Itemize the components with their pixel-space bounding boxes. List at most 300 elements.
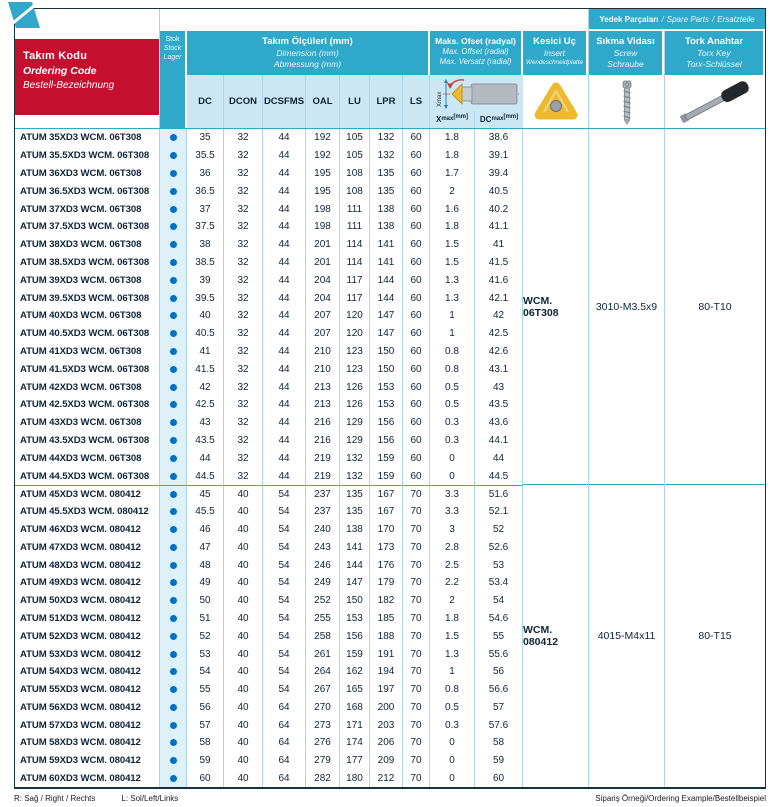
row-value: 0 xyxy=(430,449,475,467)
stock-cell xyxy=(160,556,187,574)
row-value: 204 xyxy=(306,289,340,307)
row-value: 54 xyxy=(263,538,306,556)
row-value: 44 xyxy=(263,289,306,307)
row-value: 210 xyxy=(306,343,340,361)
xmax-unit: [mm] xyxy=(453,114,469,121)
table-row xyxy=(15,271,523,289)
dcmax-subscript: max xyxy=(491,116,504,123)
row-code: ATUM 35.5XD3 WCM. 06T308 xyxy=(15,147,160,165)
row-value: 44 xyxy=(263,449,306,467)
row-value: 185 xyxy=(370,610,403,628)
row-value: 108 xyxy=(340,165,370,183)
row-value: 32 xyxy=(224,147,263,165)
row-value: 39.5 xyxy=(187,289,224,307)
row-value: 43 xyxy=(187,414,224,432)
row-value: 44 xyxy=(263,165,306,183)
row-value: 213 xyxy=(306,396,340,414)
row-value: 264 xyxy=(306,663,340,681)
footer-right-hand-label: R: Sağ / Right / Rechts xyxy=(14,794,96,803)
row-value: 70 xyxy=(403,663,430,681)
row-value: 105 xyxy=(340,147,370,165)
table-row xyxy=(15,396,523,414)
row-value: 0.5 xyxy=(430,396,475,414)
stock-cell xyxy=(160,538,187,556)
row-value: 159 xyxy=(340,645,370,663)
table-row xyxy=(15,681,523,699)
stock-dot xyxy=(170,366,177,373)
table-row xyxy=(15,360,523,378)
spare-separator: / xyxy=(712,14,715,24)
column-header-lpr: LPR xyxy=(370,75,403,128)
row-value: 64 xyxy=(263,734,306,752)
row-value: 41.6 xyxy=(475,271,523,289)
row-value: 129 xyxy=(340,414,370,432)
row-value: 59 xyxy=(187,752,224,770)
row-value: 32 xyxy=(224,254,263,272)
row-value: 3.3 xyxy=(430,485,475,503)
row-value: 276 xyxy=(306,734,340,752)
row-value: 44 xyxy=(263,467,306,485)
offset-column-labels xyxy=(430,111,523,128)
stock-dot xyxy=(170,597,177,604)
row-value: 38.6 xyxy=(475,129,523,147)
stock-cell xyxy=(160,627,187,645)
torx-column xyxy=(665,129,765,787)
row-value: 60 xyxy=(403,254,430,272)
torx-value-group2: 80-T15 xyxy=(665,484,765,787)
table-row xyxy=(15,218,523,236)
stock-label-tr: Stok xyxy=(165,36,180,43)
row-value: 39.4 xyxy=(475,165,523,183)
row-code: ATUM 58XD3 WCM. 080412 xyxy=(15,734,160,752)
stock-dot xyxy=(170,206,177,213)
row-value: 147 xyxy=(370,307,403,325)
table-row xyxy=(15,467,523,485)
row-value: 54 xyxy=(263,574,306,592)
stock-cell xyxy=(160,467,187,485)
stock-dot xyxy=(170,686,177,693)
row-value: 44.5 xyxy=(475,467,523,485)
row-value: 32 xyxy=(224,182,263,200)
row-code: ATUM 47XD3 WCM. 080412 xyxy=(15,538,160,556)
row-value: 0.5 xyxy=(430,699,475,717)
row-value: 40 xyxy=(224,716,263,734)
row-value: 188 xyxy=(370,627,403,645)
insert-value-group1: WCM. 06T308 xyxy=(523,294,559,319)
stock-cell xyxy=(160,503,187,521)
row-value: 44 xyxy=(475,449,523,467)
row-value: 135 xyxy=(370,182,403,200)
stock-dot xyxy=(170,775,177,782)
stock-cell xyxy=(160,716,187,734)
row-value: 40.5 xyxy=(187,325,224,343)
footer-ordering-example: Sipariş Örneği/Ordering Example/Bestellbeispiel xyxy=(595,794,766,803)
spare-parts-band xyxy=(589,9,765,29)
stock-cell xyxy=(160,165,187,183)
row-value: 56 xyxy=(187,699,224,717)
row-value: 41 xyxy=(187,343,224,361)
row-value: 132 xyxy=(340,449,370,467)
row-value: 237 xyxy=(306,503,340,521)
row-value: 138 xyxy=(340,521,370,539)
offset-label-de: Max. Versatz (radial) xyxy=(439,57,512,66)
row-code: ATUM 46XD3 WCM. 080412 xyxy=(15,521,160,539)
row-value: 54 xyxy=(263,592,306,610)
table-row xyxy=(15,627,523,645)
row-code: ATUM 51XD3 WCM. 080412 xyxy=(15,610,160,628)
row-value: 261 xyxy=(306,645,340,663)
rows xyxy=(15,129,523,787)
row-value: 252 xyxy=(306,592,340,610)
stock-cell xyxy=(160,752,187,770)
row-value: 191 xyxy=(370,645,403,663)
table-row xyxy=(15,734,523,752)
row-code: ATUM 53XD3 WCM. 080412 xyxy=(15,645,160,663)
stock-cell xyxy=(160,325,187,343)
diagram-xmax-label: Xmax xyxy=(436,91,443,107)
row-value: 198 xyxy=(306,218,340,236)
row-value: 179 xyxy=(370,574,403,592)
row-value: 105 xyxy=(340,129,370,147)
row-value: 40.2 xyxy=(475,200,523,218)
corner-ribbon-icon xyxy=(6,2,42,30)
row-value: 45 xyxy=(187,485,224,503)
stock-label-en: Stock xyxy=(163,45,182,52)
row-code: ATUM 48XD3 WCM. 080412 xyxy=(15,556,160,574)
offset-label-en: Max. Offset (radial) xyxy=(442,47,509,56)
table-row xyxy=(15,254,523,272)
row-value: 32 xyxy=(224,467,263,485)
row-value: 147 xyxy=(340,574,370,592)
row-value: 210 xyxy=(306,360,340,378)
dimensions-header xyxy=(187,9,430,128)
row-value: 0.8 xyxy=(430,360,475,378)
torx-value-group1: 80-T10 xyxy=(698,300,732,313)
row-value: 47 xyxy=(187,538,224,556)
row-value: 117 xyxy=(340,271,370,289)
row-code: ATUM 45XD3 WCM. 080412 xyxy=(15,485,160,503)
row-value: 126 xyxy=(340,396,370,414)
row-value: 64 xyxy=(263,752,306,770)
row-value: 42.6 xyxy=(475,343,523,361)
row-value: 201 xyxy=(306,236,340,254)
row-value: 141 xyxy=(340,538,370,556)
row-value: 144 xyxy=(370,289,403,307)
row-value: 126 xyxy=(340,378,370,396)
row-code: ATUM 38.5XD3 WCM. 06T308 xyxy=(15,254,160,272)
row-value: 150 xyxy=(370,343,403,361)
insert-image-area xyxy=(523,75,588,128)
table-row xyxy=(15,699,523,717)
row-value: 32 xyxy=(224,236,263,254)
row-value: 60 xyxy=(403,129,430,147)
stock-cell xyxy=(160,485,187,503)
row-value: 44 xyxy=(187,449,224,467)
row-value: 64 xyxy=(263,699,306,717)
row-code: ATUM 49XD3 WCM. 080412 xyxy=(15,574,160,592)
ordering-code-label-tr: Takım Kodu xyxy=(23,50,88,62)
torx-label-tr: Tork Anahtar xyxy=(684,36,744,47)
row-code: ATUM 54XD3 WCM. 080412 xyxy=(15,663,160,681)
row-code: ATUM 43XD3 WCM. 06T308 xyxy=(15,414,160,432)
row-value: 60 xyxy=(403,200,430,218)
row-value: 249 xyxy=(306,574,340,592)
table-row xyxy=(15,307,523,325)
row-value: 153 xyxy=(370,396,403,414)
row-value: 1.6 xyxy=(430,200,475,218)
row-value: 60 xyxy=(403,147,430,165)
row-value: 54 xyxy=(263,556,306,574)
row-value: 44 xyxy=(263,254,306,272)
row-value: 54 xyxy=(263,663,306,681)
row-value: 41.1 xyxy=(475,218,523,236)
stock-cell xyxy=(160,378,187,396)
row-value: 55 xyxy=(187,681,224,699)
table-row xyxy=(15,449,523,467)
row-value: 51.6 xyxy=(475,485,523,503)
screw-header xyxy=(589,31,665,128)
row-value: 43.1 xyxy=(475,360,523,378)
row-value: 197 xyxy=(370,681,403,699)
row-value: 1.7 xyxy=(430,165,475,183)
row-code: ATUM 41.5XD3 WCM. 06T308 xyxy=(15,360,160,378)
row-value: 1.5 xyxy=(430,254,475,272)
row-value: 40 xyxy=(224,752,263,770)
row-value: 207 xyxy=(306,325,340,343)
row-value: 0 xyxy=(430,467,475,485)
row-value: 120 xyxy=(340,325,370,343)
screw-value-group2: 4015-M4x11 xyxy=(589,484,664,787)
stock-cell xyxy=(160,663,187,681)
row-value: 58 xyxy=(475,734,523,752)
xmax-symbol: X xyxy=(435,114,442,124)
row-value: 32 xyxy=(224,343,263,361)
stock-cell xyxy=(160,645,187,663)
column-header-dcsfms: DCSFMS xyxy=(263,75,306,128)
stock-cell xyxy=(160,592,187,610)
row-value: 43.5 xyxy=(187,432,224,450)
row-value: 167 xyxy=(370,503,403,521)
row-value: 60 xyxy=(403,236,430,254)
row-value: 141 xyxy=(370,236,403,254)
row-value: 60 xyxy=(403,182,430,200)
product-table xyxy=(14,8,766,789)
row-value: 111 xyxy=(340,218,370,236)
row-value: 57 xyxy=(475,699,523,717)
row-value: 138 xyxy=(370,218,403,236)
row-value: 173 xyxy=(370,538,403,556)
row-value: 60 xyxy=(403,467,430,485)
row-value: 201 xyxy=(306,254,340,272)
screw-label-de: Schraube xyxy=(607,59,644,69)
table-row xyxy=(15,289,523,307)
dimension-columns xyxy=(187,75,430,128)
table-row xyxy=(15,716,523,734)
row-value: 165 xyxy=(340,681,370,699)
row-value: 270 xyxy=(306,699,340,717)
row-value: 44 xyxy=(263,200,306,218)
row-value: 159 xyxy=(370,467,403,485)
row-value: 64 xyxy=(263,770,306,788)
stock-dot xyxy=(170,401,177,408)
row-value: 42 xyxy=(187,378,224,396)
row-value: 1.8 xyxy=(430,218,475,236)
stock-cell xyxy=(160,254,187,272)
row-value: 32 xyxy=(224,218,263,236)
row-value: 55 xyxy=(475,627,523,645)
row-value: 0.8 xyxy=(430,343,475,361)
row-value: 60 xyxy=(403,414,430,432)
row-value: 273 xyxy=(306,716,340,734)
row-value: 40 xyxy=(224,699,263,717)
row-value: 32 xyxy=(224,449,263,467)
stock-dot xyxy=(170,544,177,551)
row-value: 35 xyxy=(187,129,224,147)
row-code: ATUM 37XD3 WCM. 06T308 xyxy=(15,200,160,218)
row-value: 1.5 xyxy=(430,627,475,645)
row-value: 0 xyxy=(430,770,475,788)
row-value: 41 xyxy=(475,236,523,254)
torx-label-de: Torx-Schlüssel xyxy=(686,59,742,69)
stock-dot xyxy=(170,668,177,675)
row-value: 70 xyxy=(403,681,430,699)
row-value: 162 xyxy=(340,663,370,681)
row-value: 70 xyxy=(403,734,430,752)
row-value: 32 xyxy=(224,165,263,183)
table-row xyxy=(15,592,523,610)
row-value: 57.6 xyxy=(475,716,523,734)
offset-subheader xyxy=(430,75,523,128)
row-value: 39.1 xyxy=(475,147,523,165)
row-value: 40.5 xyxy=(475,182,523,200)
row-code: ATUM 40XD3 WCM. 06T308 xyxy=(15,307,160,325)
row-value: 70 xyxy=(403,521,430,539)
stock-cell xyxy=(160,147,187,165)
row-value: 42.1 xyxy=(475,289,523,307)
table-row xyxy=(15,432,523,450)
row-value: 32 xyxy=(224,307,263,325)
row-value: 159 xyxy=(370,449,403,467)
row-value: 1.3 xyxy=(430,289,475,307)
row-code: ATUM 60XD3 WCM. 080412 xyxy=(15,770,160,788)
row-code: ATUM 44.5XD3 WCM. 06T308 xyxy=(15,467,160,485)
row-value: 177 xyxy=(340,752,370,770)
row-value: 195 xyxy=(306,165,340,183)
table-row xyxy=(15,574,523,592)
stock-dot xyxy=(170,757,177,764)
row-value: 43.5 xyxy=(475,396,523,414)
row-value: 108 xyxy=(340,182,370,200)
row-value: 55.6 xyxy=(475,645,523,663)
row-value: 44.1 xyxy=(475,432,523,450)
row-value: 135 xyxy=(340,503,370,521)
row-value: 3 xyxy=(430,521,475,539)
row-value: 153 xyxy=(340,610,370,628)
row-value: 60 xyxy=(403,396,430,414)
row-value: 2.8 xyxy=(430,538,475,556)
row-code: ATUM 35XD3 WCM. 06T308 xyxy=(15,129,160,147)
stock-dot xyxy=(170,491,177,498)
row-value: 54 xyxy=(475,592,523,610)
column-header-dc: DC xyxy=(187,75,224,128)
stock-cell xyxy=(160,129,187,147)
row-value: 50 xyxy=(187,592,224,610)
row-value: 213 xyxy=(306,378,340,396)
table-row xyxy=(15,503,523,521)
stock-dot xyxy=(170,437,177,444)
row-value: 180 xyxy=(340,770,370,788)
insert-header xyxy=(523,9,589,128)
stock-dot xyxy=(170,615,177,622)
stock-dot xyxy=(170,330,177,337)
table-row xyxy=(15,236,523,254)
footer-legend xyxy=(14,794,178,803)
row-value: 54.6 xyxy=(475,610,523,628)
table-row xyxy=(15,610,523,628)
table-row xyxy=(15,521,523,539)
row-value: 60 xyxy=(403,360,430,378)
spare-label-en: Spare Parts xyxy=(666,14,710,24)
cutter-diagram-icon xyxy=(433,77,521,111)
stock-dot xyxy=(170,134,177,141)
row-value: 70 xyxy=(403,716,430,734)
table-row xyxy=(15,414,523,432)
row-value: 40 xyxy=(224,734,263,752)
row-value: 60 xyxy=(403,165,430,183)
insert-column xyxy=(523,129,589,787)
row-value: 70 xyxy=(403,770,430,788)
row-value: 132 xyxy=(340,467,370,485)
row-value: 144 xyxy=(340,556,370,574)
row-code: ATUM 39.5XD3 WCM. 06T308 xyxy=(15,289,160,307)
row-value: 40 xyxy=(224,663,263,681)
row-value: 40 xyxy=(224,538,263,556)
row-code: ATUM 50XD3 WCM. 080412 xyxy=(15,592,160,610)
column-header-lu: LU xyxy=(340,75,370,128)
column-header-dcon: DCON xyxy=(224,75,263,128)
dcmax-unit: [mm] xyxy=(503,114,519,121)
row-value: 54 xyxy=(263,485,306,503)
screw-icon xyxy=(619,79,635,125)
row-value: 2 xyxy=(430,592,475,610)
stock-header-block xyxy=(160,31,185,129)
row-value: 132 xyxy=(370,129,403,147)
row-value: 1.8 xyxy=(430,610,475,628)
row-value: 60 xyxy=(403,432,430,450)
row-value: 44 xyxy=(263,218,306,236)
stock-cell xyxy=(160,307,187,325)
row-value: 70 xyxy=(403,699,430,717)
row-value: 56.6 xyxy=(475,681,523,699)
dcmax-symbol: DC xyxy=(479,114,492,124)
row-value: 40 xyxy=(224,770,263,788)
dimensions-label-de: Abmessung (mm) xyxy=(273,59,342,69)
table-row xyxy=(15,770,523,788)
row-value: 40 xyxy=(224,627,263,645)
row-value: 0.3 xyxy=(430,414,475,432)
row-value: 70 xyxy=(403,538,430,556)
ordering-code-box xyxy=(15,39,159,115)
insert-label-en: Insert xyxy=(543,48,566,58)
row-value: 52 xyxy=(187,627,224,645)
row-value: 32 xyxy=(224,129,263,147)
row-value: 1.8 xyxy=(430,129,475,147)
row-value: 70 xyxy=(403,556,430,574)
row-value: 114 xyxy=(340,236,370,254)
row-value: 129 xyxy=(340,432,370,450)
stock-dot xyxy=(170,223,177,230)
row-value: 192 xyxy=(306,147,340,165)
